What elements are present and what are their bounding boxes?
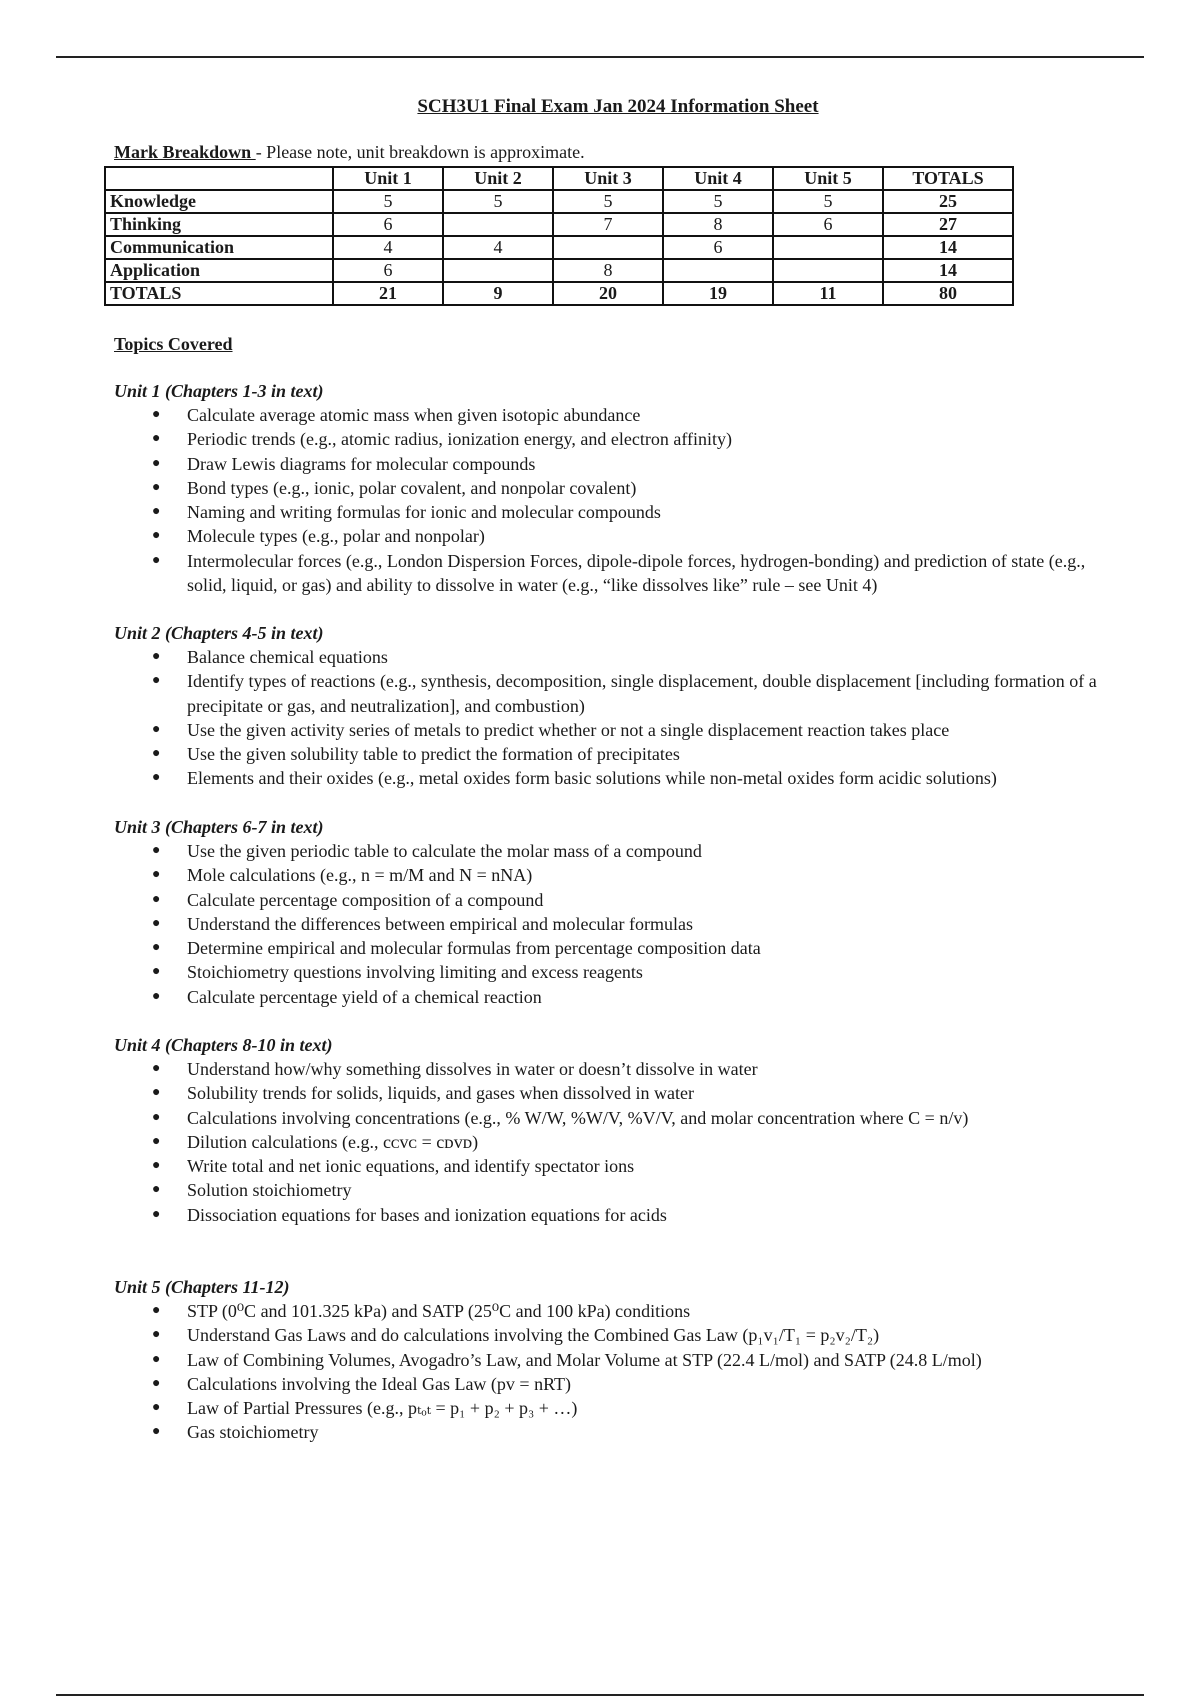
list-item-text: Draw Lewis diagrams for molecular compounds xyxy=(187,453,536,474)
row-total: 14 xyxy=(883,236,1013,259)
list-item xyxy=(114,1081,1114,1105)
table-cell: 8 xyxy=(553,259,663,282)
table-header-row xyxy=(105,167,1013,190)
list-item-text: Periodic trends (e.g., atomic radius, ionization energy, and electron affinity) xyxy=(187,429,732,450)
bullet-icon: ● xyxy=(152,1133,161,1149)
topic-list xyxy=(114,645,1114,791)
list-item xyxy=(114,1203,1114,1227)
table-cell: 5 xyxy=(553,190,663,213)
unit-title: Unit 1 (Chapters 1-3 in text) xyxy=(114,381,324,401)
bullet-icon: ● xyxy=(152,867,161,883)
table-cell: 5 xyxy=(663,190,773,213)
row-label: Application xyxy=(105,259,333,282)
bullet-icon: ● xyxy=(152,528,161,544)
list-item-text: Molecule types (e.g., polar and nonpolar) xyxy=(187,526,485,547)
list-item-text: Gas stoichiometry xyxy=(187,1422,319,1443)
list-item-text: Dissociation equations for bases and ionization equations for acids xyxy=(187,1204,667,1225)
bullet-icon: ● xyxy=(152,479,161,495)
table-cell xyxy=(773,236,883,259)
table-cell: 6 xyxy=(333,213,443,236)
list-item xyxy=(114,427,1114,451)
table-cell: 8 xyxy=(663,213,773,236)
table-row-totals xyxy=(105,282,1013,305)
table-cell xyxy=(553,236,663,259)
mark-breakdown-table xyxy=(104,166,1014,306)
bullet-icon: ● xyxy=(152,1424,161,1440)
table-cell: 7 xyxy=(553,213,663,236)
topic-list xyxy=(114,1299,1114,1445)
table-row xyxy=(105,213,1013,236)
list-item xyxy=(114,839,1114,863)
table-cell: 11 xyxy=(773,282,883,305)
table-header-unit4: Unit 4 xyxy=(663,167,773,190)
list-item xyxy=(114,718,1114,742)
list-item-text: Understand Gas Laws and do calculations involving the Combined Gas Law (p₁v₁/T₁ = p₂v₂/T₂) xyxy=(187,1325,880,1346)
topics-covered-heading: Topics Covered xyxy=(114,334,233,354)
list-item-text: Balance chemical equations xyxy=(187,647,388,667)
list-item-text: STP (0⁰C and 101.325 kPa) and SATP (25⁰C and 100 kPa) conditions xyxy=(187,1301,691,1321)
list-item-text: Stoichiometry questions involving limiting and excess reagents xyxy=(187,962,643,983)
list-item xyxy=(114,549,1114,598)
bullet-icon: ● xyxy=(152,940,161,956)
bullet-icon: ● xyxy=(152,988,161,1004)
table-header-blank xyxy=(105,167,333,190)
bullet-icon: ● xyxy=(152,1158,161,1174)
unit-1-section xyxy=(114,379,1114,597)
list-item-text: Understand how/why something dissolves in water or doesn’t dissolve in water xyxy=(187,1059,758,1079)
bullet-icon: ● xyxy=(152,1351,161,1367)
row-label: Knowledge xyxy=(105,190,333,213)
bullet-icon: ● xyxy=(152,1375,161,1391)
list-item xyxy=(114,1299,1114,1323)
bullet-icon: ● xyxy=(152,964,161,980)
topic-list xyxy=(114,839,1114,1009)
bullet-icon: ● xyxy=(152,1061,161,1076)
table-cell xyxy=(773,259,883,282)
bullet-icon: ● xyxy=(152,1206,161,1222)
unit-title: Unit 5 (Chapters 11-12) xyxy=(114,1277,290,1297)
table-cell xyxy=(443,259,553,282)
row-total: 25 xyxy=(883,190,1013,213)
unit-title: Unit 2 (Chapters 4-5 in text) xyxy=(114,623,324,643)
unit-3-section xyxy=(114,815,1114,1009)
row-label: TOTALS xyxy=(105,282,333,305)
list-item-text: Bond types (e.g., ionic, polar covalent, and nonpolar covalent) xyxy=(187,477,637,498)
list-item-text: Use the given solubility table to predict the formation of precipitates xyxy=(187,744,680,765)
row-label: Thinking xyxy=(105,213,333,236)
table-header-unit5: Unit 5 xyxy=(773,167,883,190)
list-item-text: Calculations involving the Ideal Gas Law (pv = nRT) xyxy=(187,1373,571,1394)
unit-4-section xyxy=(114,1033,1114,1227)
table-header-totals: TOTALS xyxy=(883,167,1013,190)
list-item-text: Intermolecular forces (e.g., London Dispersion Forces, dipole-dipole forces, hydrogen-bonding) and prediction of state (e.g., solid, liquid, or gas) and ability to dissolve in water (e.g., “like dissolves like” rule – see Unit 4) xyxy=(187,550,1086,596)
list-item xyxy=(114,524,1114,548)
list-item xyxy=(114,1178,1114,1202)
bullet-icon: ● xyxy=(152,721,161,737)
list-item-text: Naming and writing formulas for ionic and molecular compounds xyxy=(187,502,661,523)
bullet-icon: ● xyxy=(152,1182,161,1198)
list-item xyxy=(114,1323,1114,1347)
table-header-unit1: Unit 1 xyxy=(333,167,443,190)
list-item-text: Mole calculations (e.g., n = m/M and N = nNA) xyxy=(187,865,533,886)
table-cell: 4 xyxy=(443,236,553,259)
bullet-icon: ● xyxy=(152,552,161,568)
list-item xyxy=(114,452,1114,476)
list-item-text: Dilution calculations (e.g., cᴄvᴄ = cᴅvᴅ) xyxy=(187,1131,479,1152)
table-header-unit3: Unit 3 xyxy=(553,167,663,190)
table-cell: 6 xyxy=(663,236,773,259)
bullet-icon: ● xyxy=(152,770,161,786)
bullet-icon: ● xyxy=(152,1303,161,1318)
bullet-icon: ● xyxy=(152,843,161,858)
list-item xyxy=(114,863,1114,887)
list-item xyxy=(114,936,1114,960)
list-item xyxy=(114,742,1114,766)
list-item xyxy=(114,1154,1114,1178)
list-item xyxy=(114,1372,1114,1396)
bullet-icon: ● xyxy=(152,455,161,471)
topic-list xyxy=(114,1057,1114,1227)
list-item xyxy=(114,500,1114,524)
table-cell: 6 xyxy=(333,259,443,282)
list-item-text: Elements and their oxides (e.g., metal oxides form basic solutions while non-metal oxides form acidic solutions) xyxy=(187,768,997,789)
table-cell: 5 xyxy=(773,190,883,213)
list-item xyxy=(114,1348,1114,1372)
table-cell: 5 xyxy=(443,190,553,213)
table-cell: 20 xyxy=(553,282,663,305)
list-item xyxy=(114,912,1114,936)
unit-title: Unit 4 (Chapters 8-10 in text) xyxy=(114,1035,333,1055)
table-row xyxy=(105,259,1013,282)
mark-breakdown-line xyxy=(114,142,585,163)
list-item-text: Identify types of reactions (e.g., synthesis, decomposition, single displacement, double displacement [including formation of a precipitate or gas, and neutralization], and combustion) xyxy=(187,671,1097,716)
list-item xyxy=(114,1396,1114,1420)
list-item xyxy=(114,766,1114,790)
list-item xyxy=(114,985,1114,1009)
list-item xyxy=(114,403,1114,427)
bullet-icon: ● xyxy=(152,1109,161,1125)
list-item xyxy=(114,476,1114,500)
table-cell: 19 xyxy=(663,282,773,305)
table-cell: 5 xyxy=(333,190,443,213)
list-item-text: Solubility trends for solids, liquids, and gases when dissolved in water xyxy=(187,1083,694,1104)
table-header-unit2: Unit 2 xyxy=(443,167,553,190)
row-total: 80 xyxy=(883,282,1013,305)
list-item-text: Calculate percentage yield of a chemical reaction xyxy=(187,986,542,1007)
bullet-icon: ● xyxy=(152,891,161,907)
list-item-text: Solution stoichiometry xyxy=(187,1180,352,1201)
table-row xyxy=(105,236,1013,259)
unit-2-section xyxy=(114,621,1114,791)
list-item xyxy=(114,1130,1114,1154)
list-item-text: Law of Partial Pressures (e.g., pₜₒₜ = p₁ + p₂ + p₃ + …) xyxy=(187,1398,578,1419)
table-cell: 6 xyxy=(773,213,883,236)
list-item-text: Calculations involving concentrations (e.g., % W/W, %W/V, %V/V, and molar concentration where C = n/v) xyxy=(187,1107,969,1128)
list-item-text: Use the given activity series of metals to predict whether or not a single displacement reaction takes place xyxy=(187,719,950,740)
list-item xyxy=(114,1420,1114,1444)
mark-breakdown-note: - Please note, unit breakdown is approximate. xyxy=(255,142,585,162)
list-item-text: Use the given periodic table to calculate the molar mass of a compound xyxy=(187,841,702,861)
list-item-text: Write total and net ionic equations, and identify spectator ions xyxy=(187,1156,635,1177)
list-item-text: Calculate average atomic mass when given isotopic abundance xyxy=(187,405,641,425)
bullet-icon: ● xyxy=(152,1327,161,1343)
bullet-icon: ● xyxy=(152,431,161,447)
row-label: Communication xyxy=(105,236,333,259)
bullet-icon: ● xyxy=(152,1085,161,1101)
bullet-icon: ● xyxy=(152,649,161,664)
bullet-icon: ● xyxy=(152,915,161,931)
bullet-icon: ● xyxy=(152,746,161,762)
bullet-icon: ● xyxy=(152,504,161,520)
topic-list xyxy=(114,403,1114,597)
page-title: SCH3U1 Final Exam Jan 2024 Information Sheet xyxy=(417,96,819,117)
row-total: 27 xyxy=(883,213,1013,236)
top-rule xyxy=(56,56,1144,58)
list-item xyxy=(114,645,1114,669)
list-item xyxy=(114,669,1114,718)
list-item xyxy=(114,888,1114,912)
table-cell xyxy=(443,213,553,236)
list-item xyxy=(114,1057,1114,1081)
list-item xyxy=(114,1106,1114,1130)
list-item xyxy=(114,960,1114,984)
list-item-text: Understand the differences between empirical and molecular formulas xyxy=(187,913,693,934)
bullet-icon: ● xyxy=(152,1400,161,1416)
bullet-icon: ● xyxy=(152,673,161,689)
bottom-rule xyxy=(56,1694,1144,1696)
unit-5-section xyxy=(114,1275,1114,1445)
list-item-text: Calculate percentage composition of a compound xyxy=(187,889,544,910)
list-item-text: Law of Combining Volumes, Avogadro’s Law, and Molar Volume at STP (22.4 L/mol) and SATP (24.8 L/mol) xyxy=(187,1349,982,1370)
table-cell: 9 xyxy=(443,282,553,305)
bullet-icon: ● xyxy=(152,407,161,422)
unit-title: Unit 3 (Chapters 6-7 in text) xyxy=(114,817,324,837)
table-cell xyxy=(663,259,773,282)
table-row xyxy=(105,190,1013,213)
mark-breakdown-heading: Mark Breakdown xyxy=(114,142,256,162)
list-item-text: Determine empirical and molecular formulas from percentage composition data xyxy=(187,938,761,959)
table-cell: 21 xyxy=(333,282,443,305)
row-total: 14 xyxy=(883,259,1013,282)
table-cell: 4 xyxy=(333,236,443,259)
